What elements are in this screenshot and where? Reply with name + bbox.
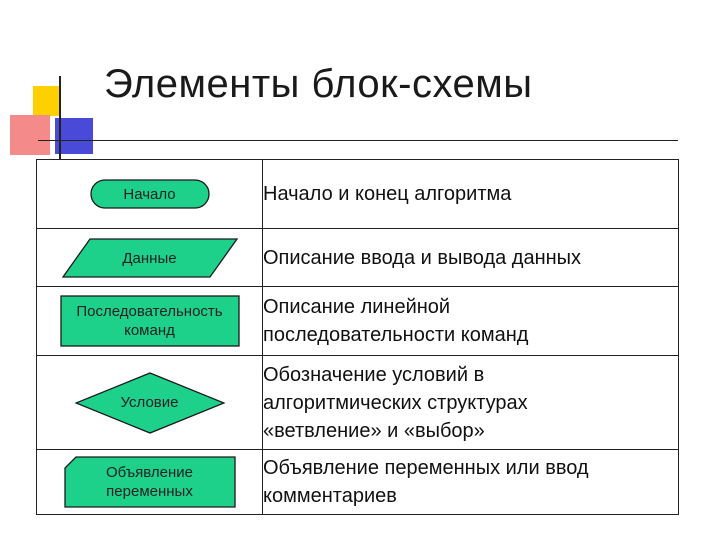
table-row [37,229,679,287]
description-line: Описание ввода и вывода данных [263,246,582,269]
decor-vertical-line [59,76,61,160]
description-line: комментариев [263,485,397,507]
shape-cell [37,287,263,356]
process-rectangle-shape [60,295,240,347]
description-line: Начало и конец алгоритма [263,183,512,205]
table-row [37,356,679,450]
decision-diamond-shape [75,372,225,434]
description-cell [263,450,679,515]
decor-yellow-square [33,86,61,116]
shape-label [75,393,225,412]
shape-cell [37,229,263,287]
description-line: Описание линейной [263,296,451,318]
shape-label [62,249,238,268]
shape-label-line: Последовательность [76,303,223,320]
flowchart-elements-table [36,159,679,515]
description-cell [263,160,679,229]
shape-label [64,463,236,501]
shape-label-line: команд [124,322,175,339]
description-line: последовательности команд [263,324,529,346]
table-row [37,450,679,515]
shape-label-line: Объявление [106,464,193,481]
description-line: Обозначение условий в [263,363,485,386]
description-line: «ветвление» и «выбор» [263,419,485,442]
description-cell [263,356,679,450]
table-row [37,160,679,229]
description-cell [263,287,679,356]
shape-cell [37,160,263,229]
parallelogram-shape [62,238,238,278]
shape-label [60,302,240,340]
shape-label-line: Данные [122,249,177,267]
terminator-shape [90,179,210,209]
decor-horizontal-line [38,140,678,141]
description-cell [263,229,679,287]
description-line: алгоритмических структурах [263,391,528,414]
slide-title: Элементы блок-схемы [104,62,533,106]
shape-label [90,185,210,204]
shape-label-line: переменных [106,483,193,500]
table-row [37,287,679,356]
shape-label-line: Условие [120,393,179,411]
shape-cell [37,450,263,515]
shape-cell [37,356,263,450]
shape-label-line: Начало [123,186,176,203]
declaration-shape [64,456,236,508]
decor-red-square [10,115,50,155]
description-line: Объявление переменных или ввод [263,457,589,479]
